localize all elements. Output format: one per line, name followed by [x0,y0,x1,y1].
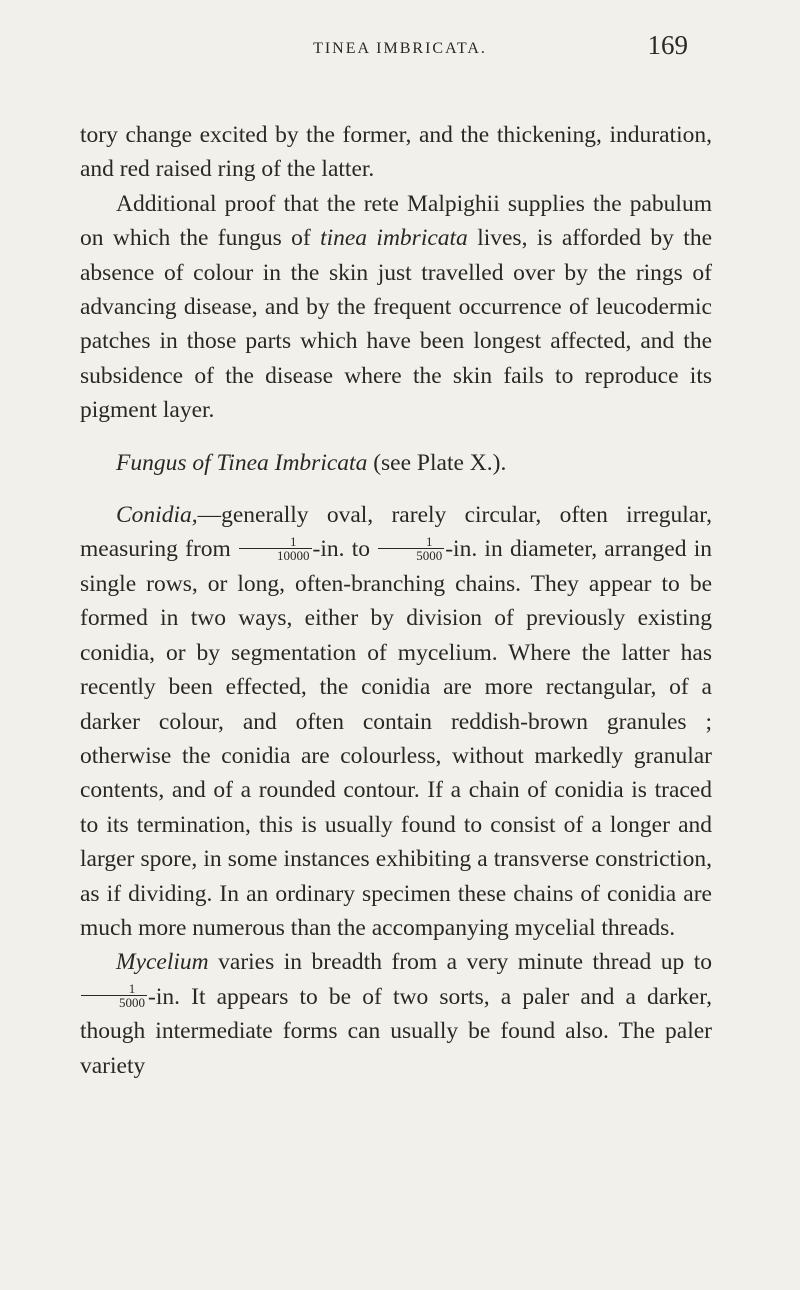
fraction-2-denominator: 5000 [416,547,443,563]
paragraph-2-text-b: lives, is afforded by the absence of colour in the skin just travelled over by the rings of advancing disease, and by the frequent occurrence of leucodermic patches in those parts which have been longest affected, and the subsidence of the disease where the skin fails to reproduce its pigment layer. [80,225,712,424]
paragraph-mycelium [80,945,712,1083]
running-title: TINEA IMBRICATA. [313,40,487,57]
fraction-1-denominator: 10000 [277,547,310,563]
section-heading-italic: Fungus of Tinea Imbricata [116,449,368,476]
paragraph-2-text-a: Additional proof that the rete Malpighii supplies the pabulum on which the fungus of [80,190,712,252]
mycelium-text-a: varies in breadth from a very minute thread up to [208,949,712,976]
mycelium-term: Mycelium [116,949,209,976]
fraction-3-denominator: 5000 [119,994,145,1010]
conidia-text-c: -in. in diameter, arranged in single rows, or long, often-branching chains. They appear to be formed in two ways, either by division of previously existing conidia, or by segmentation of mycelium. Where the latter has recently been effected, the conidia are more rectangular, of a darker colour, and often contain reddish-brown granules ; otherwise the conidia are colourless, without markedly granular contents, and of a rounded contour. If a chain of conidia is traced to its termination, this is usually found to consist of a longer and larger spore, in some instances exhibiting a transverse constriction, as if dividing. In an ordinary specimen these chains of conidia are much more numerous than the accompanying mycelial threads. [80,536,712,941]
conidia-text-b: -in. to [312,536,378,563]
body-text [80,118,712,1083]
paragraph-1-text: tory change excited by the former, and the thickening, induration, and red raised ring of the latter. [80,122,712,183]
fraction-2 [378,535,444,562]
section-heading [80,446,712,480]
paragraph-2 [80,187,712,428]
mycelium-text-b: -in. It appears to be of two sorts, a paler and a darker, though intermediate forms can usually be found also. The paler variety [80,983,712,1079]
running-head [0,30,800,70]
fraction-3-numerator: 1 [81,982,147,996]
fraction-1 [239,535,312,562]
conidia-term: Conidia, [116,502,198,529]
paragraph-conidia [80,498,712,945]
section-heading-rest: (see Plate X.). [367,449,507,476]
conidia-text-a: —generally oval, rarely circular, often irregular, measuring from [80,502,712,563]
paragraph-2-italic: tinea imbricata [320,225,468,252]
fraction-1-numerator: 1 [239,535,312,549]
paragraph-1 [80,118,712,187]
page-number: 169 [647,30,688,60]
fraction-3 [81,982,147,1009]
fraction-2-numerator: 1 [378,535,444,549]
